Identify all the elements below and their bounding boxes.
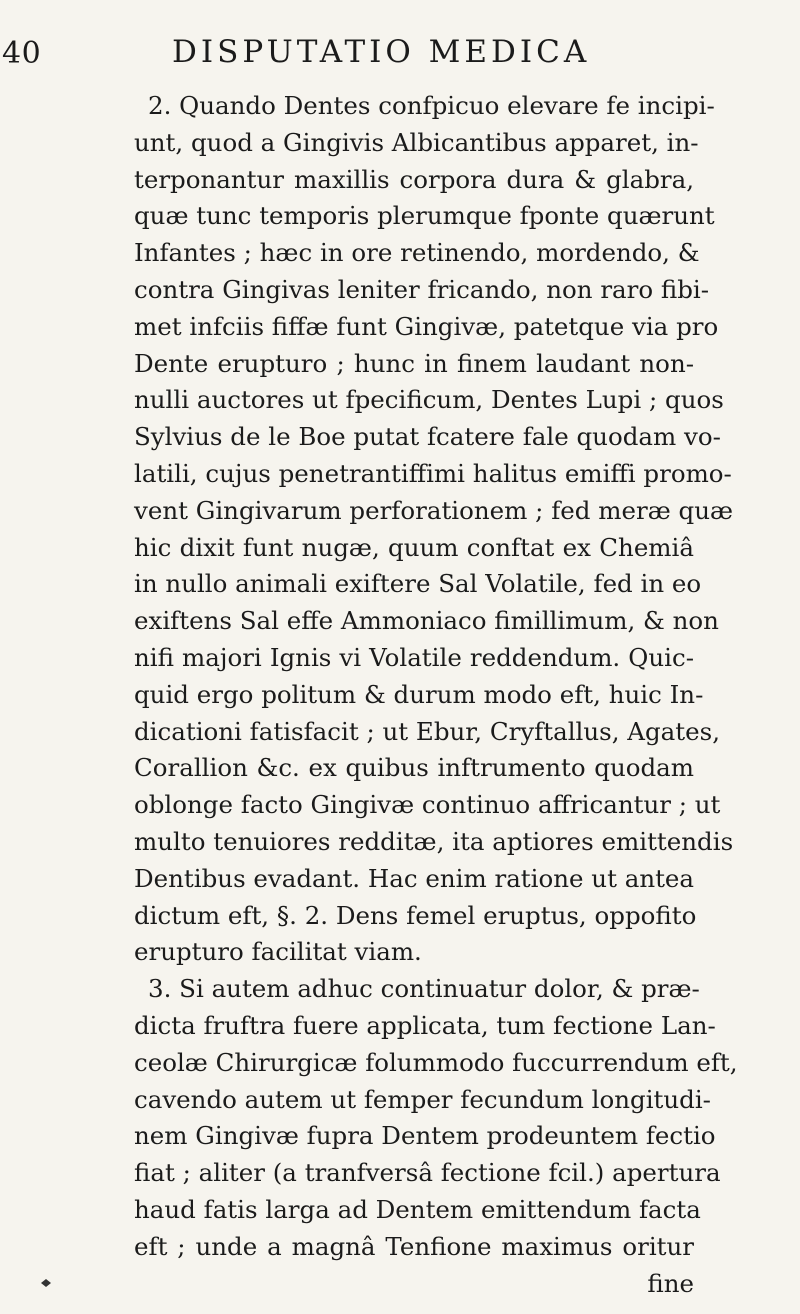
- text-line: in nullo animali exiftere Sal Volatile, fed in eo: [134, 569, 702, 599]
- printer-mark-icon: [40, 1278, 52, 1288]
- text-line: quæ tunc temporis plerumque fponte quærunt: [134, 201, 715, 231]
- text-line: Dente erupturo ; hunc in finem laudant non-: [134, 348, 694, 378]
- text-line: cavendo autem ut femper fecundum longitudi-: [134, 1084, 711, 1114]
- text-line: contra Gingivas leniter fricando, non raro fibi-: [134, 274, 710, 304]
- text-line: nem Gingivæ fupra Dentem prodeuntem fectio: [134, 1121, 716, 1151]
- text-line: hic dixit funt nugæ, quum conftat ex Chemiâ: [134, 532, 694, 562]
- running-head: DISPUTATIO MEDICA: [172, 34, 591, 70]
- text-line: vent Gingivarum perforationem ; fed meræ quæ: [134, 495, 734, 525]
- page-number: 40: [2, 36, 42, 71]
- body-text: [134, 88, 738, 1302]
- text-line: nifi majori Ignis vi Volatile reddendum. Quic-: [134, 642, 694, 672]
- text-line: Infantes ; hæc in ore retinendo, mordendo, &: [134, 238, 700, 268]
- text-line: exiftens Sal effe Ammoniaco fimillimum, & non: [134, 606, 719, 636]
- text-line: haud fatis larga ad Dentem emittendum facta: [134, 1194, 701, 1224]
- text-line: fiat ; aliter (a tranfversâ fectione fcil.) apertura: [134, 1158, 721, 1188]
- text-line: oblonge facto Gingivæ continuo affricantur ; ut: [134, 790, 721, 820]
- text-line: unt, quod a Gingivis Albicantibus apparet, in-: [134, 127, 699, 157]
- text-line: terponantur maxillis corpora dura & glabra,: [134, 164, 694, 194]
- text-line: multo tenuiores redditæ, ita aptiores emittendis: [134, 826, 734, 856]
- text-line: quid ergo politum & durum modo eft, huic In-: [134, 679, 704, 709]
- text-line: dictum eft, §. 2. Dens femel eruptus, oppofito: [134, 900, 697, 930]
- text-line: Dentibus evadant. Hac enim ratione ut antea: [134, 863, 695, 893]
- text-line: erupturo facilitat viam.: [134, 937, 422, 967]
- catchword: fine: [647, 1268, 694, 1298]
- text-line: Sylvius de le Boe putat fcatere fale quodam vo-: [134, 422, 721, 452]
- text-line: met infciis fiffæ funt Gingivæ, patetque via pro: [134, 311, 719, 341]
- text-line: nulli auctores ut fpecificum, Dentes Lupi ; quos: [134, 385, 724, 415]
- text-line: 2. Quando Dentes confpicuo elevare fe incipi-: [148, 91, 715, 120]
- text-line: eft ; unde a magnâ Tenfione maximus oritur: [134, 1231, 694, 1261]
- text-line: dicationi fatisfacit ; ut Ebur, Cryftallus, Agates,: [134, 716, 720, 746]
- text-line: dicta fruftra fuere applicata, tum fectione Lan-: [134, 1010, 716, 1040]
- text-line: ceolæ Chirurgicæ folummodo fuccurrendum eft,: [134, 1047, 738, 1077]
- text-line: 3. Si autem adhuc continuatur dolor, & præ-: [148, 974, 700, 1004]
- text-line: latili, cujus penetrantiffimi halitus emiffi promo-: [134, 458, 732, 488]
- text-line: Corallion &c. ex quibus inftrumento quodam: [134, 753, 694, 783]
